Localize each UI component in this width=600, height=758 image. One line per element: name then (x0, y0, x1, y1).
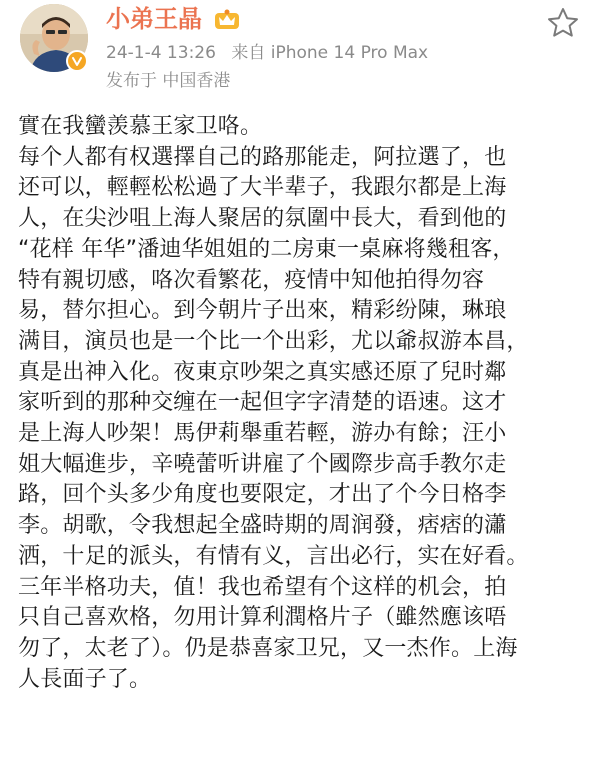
post-timestamp: 24-1-4 13:26 (106, 43, 216, 63)
post-text-line: 姐大幅進步，辛嘵蕾听讲雇了个國際步高手教尔走 (18, 451, 507, 477)
post-text-line: 李。胡歌，令我想起全盛時期的周润發，痞痞的瀟 (18, 513, 507, 539)
favorite-button[interactable] (546, 6, 580, 40)
post-body (18, 112, 586, 695)
post-text-line: 洒，十足的派头，有情有义，言出必行，实在好看。 (18, 543, 529, 569)
post-text-line: 每个人都有权選擇自己的路那能走，阿拉選了，也 (18, 144, 507, 170)
post-text-line: “花样 年华”潘迪华姐姐的二房東一桌麻将幾租客， (18, 236, 515, 262)
post-text-line: 人長面子了。 (18, 666, 152, 692)
post-text-line: 路，回个头多少角度也要限定，才出了个今日格李 (18, 482, 507, 508)
post-text-line: 还可以，輕輕松松過了大半辈子，我跟尔都是上海 (18, 175, 507, 201)
post-text-line: 家听到的那种交缠在一起但字字清楚的语速。这才 (18, 390, 507, 416)
post-header (0, 0, 600, 100)
post-text-line: 三年半格功夫，值！我也希望有个这样的机会，拍 (18, 574, 507, 600)
star-icon (546, 6, 580, 40)
post-source: 来自 iPhone 14 Pro Max (231, 43, 429, 63)
author-name[interactable]: 小弟王晶 (106, 5, 202, 33)
member-crown-icon[interactable] (214, 8, 240, 30)
post-text-line: 是上海人吵架！馬伊莉舉重若輕，游办有餘；汪小 (18, 421, 507, 447)
post-meta (106, 42, 438, 64)
post-text-line: 人，在尖沙咀上海人聚居的氛圍中長大，看到他的 (18, 206, 507, 232)
post-text-line: 勿了，太老了）。仍是恭喜家卫兄，又一杰作。上海 (18, 635, 518, 661)
post-text-line: 特有親切感，咯次看繁花，疫情中知他拍得勿容 (18, 267, 485, 293)
post-text-line: 满目，演员也是一个比一个出彩，尤以爺叔游本昌， (18, 328, 529, 354)
post-location: 发布于 中国香港 (106, 71, 231, 91)
post-text-line: 易，替尔担心。到今朝片子出來，精彩纷陳，琳琅 (18, 298, 507, 324)
verified-v-icon (66, 50, 88, 72)
post-text-line: 實在我蠻羡慕王家卫咯。 (18, 114, 263, 139)
post-text-line: 真是出神入化。夜東京吵架之真实感还原了兒时鄰 (18, 359, 507, 385)
post-text-line: 只自己喜欢格，勿用计算利潤格片子（雖然應该唔 (18, 605, 507, 631)
